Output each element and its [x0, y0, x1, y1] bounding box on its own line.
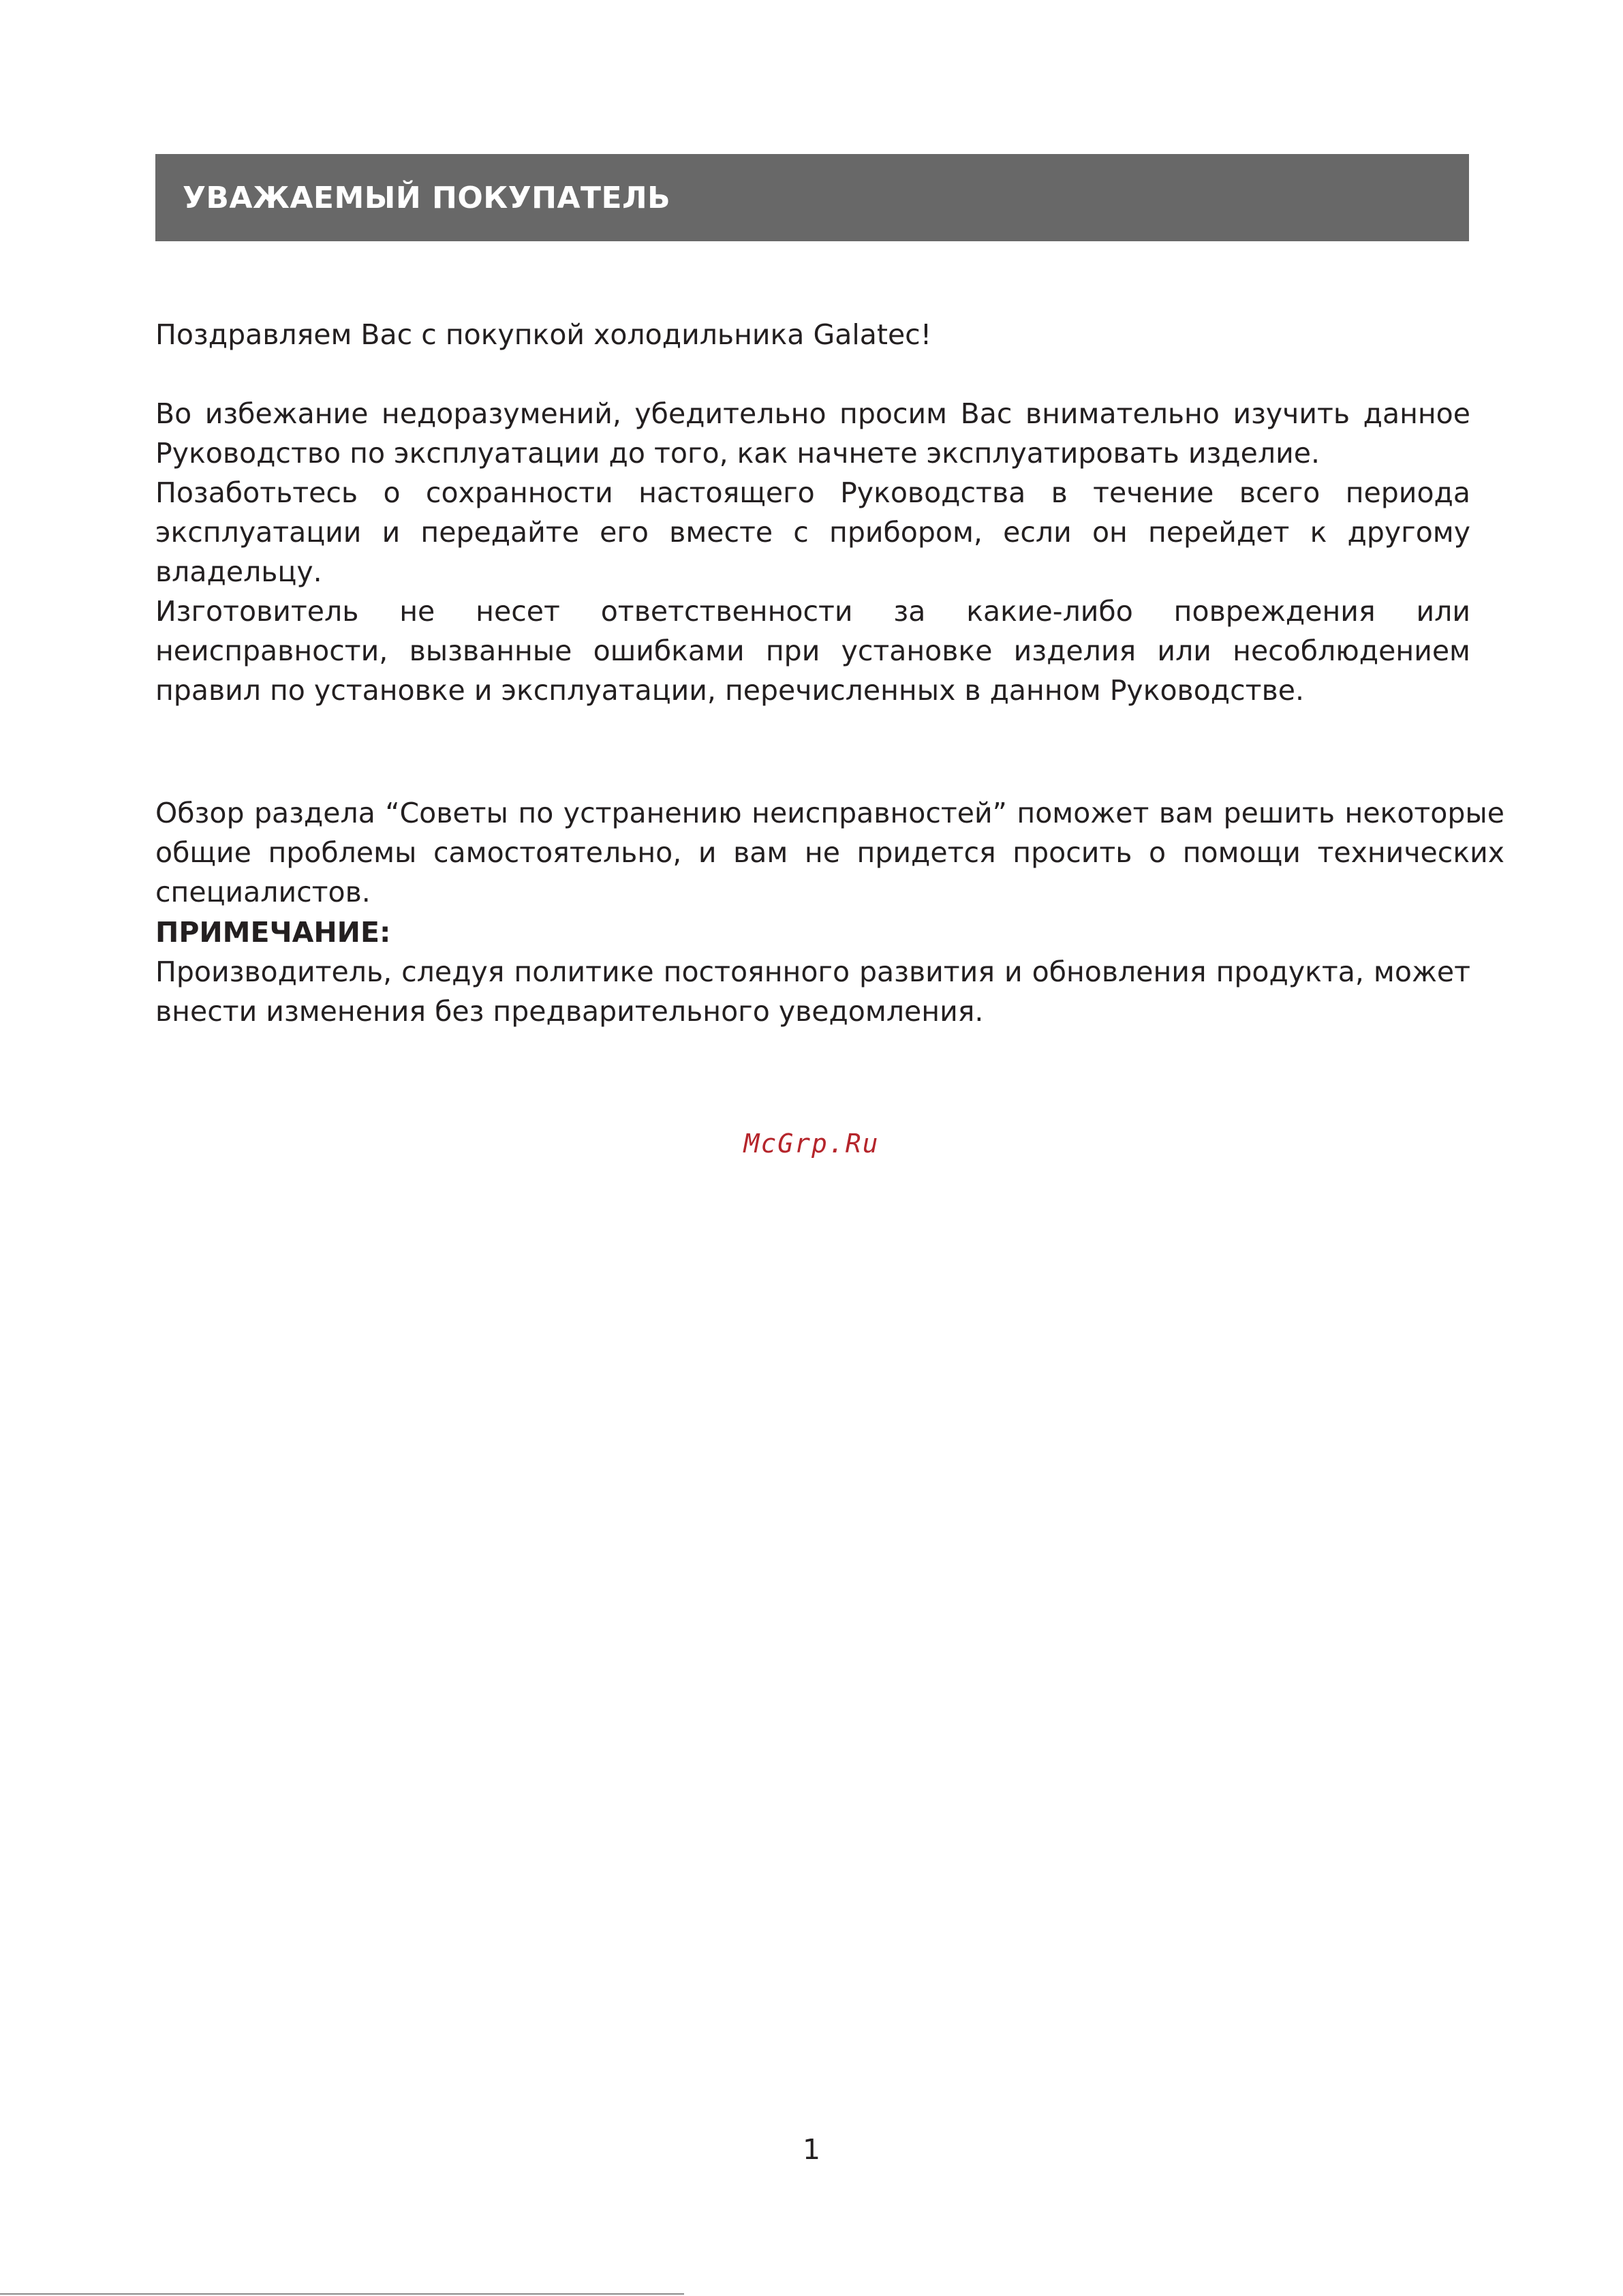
note-heading: ПРИМЕЧАНИЕ:: [155, 916, 391, 949]
intro-paragraph-liability: Изготовитель не несет ответственности за какие-либо повреждения или неисправности, вызванные ошибками при установке изделия или несоблюдением правил по установке и эксплуатации, перечисленных в данном Руководстве.: [155, 595, 1470, 707]
intro-block: [155, 394, 1470, 710]
intro-paragraph-study: Во избежание недоразумений, убедительно просим Вас внимательно изучить данное Руководство по эксплуатации до того, как начнете эксплуатировать изделие.: [155, 397, 1470, 470]
note-paragraph: Производитель, следуя политике постоянного развития и обновления продукта, может внести изменения без предварительного уведомления.: [155, 955, 1470, 1028]
note-block: [155, 952, 1470, 1031]
overview-paragraph: Обзор раздела “Советы по устранению неисправностей” поможет вам решить некоторые общие проблемы самостоятельно, и вам не придется просить о помощи технических специалистов.: [155, 797, 1504, 908]
intro-paragraph-keep: Позаботьтесь о сохранности настоящего Руководства в течение всего периода эксплуатации и передайте его вместе с прибором, если он перейдет к другому владельцу.: [155, 476, 1470, 588]
greeting-paragraph: Поздравляем Вас с покупкой холодильника Galatec!: [155, 318, 932, 351]
section-header: [155, 154, 1469, 241]
greeting-text: [155, 315, 1470, 354]
page-number: 1: [802, 2133, 821, 2166]
section-title: УВАЖАЕМЫЙ ПОКУПАТЕЛЬ: [183, 180, 671, 215]
watermark-logo: McGrp.Ru: [743, 1129, 880, 1159]
bottom-divider: [0, 2293, 684, 2295]
overview-block: [155, 793, 1504, 912]
